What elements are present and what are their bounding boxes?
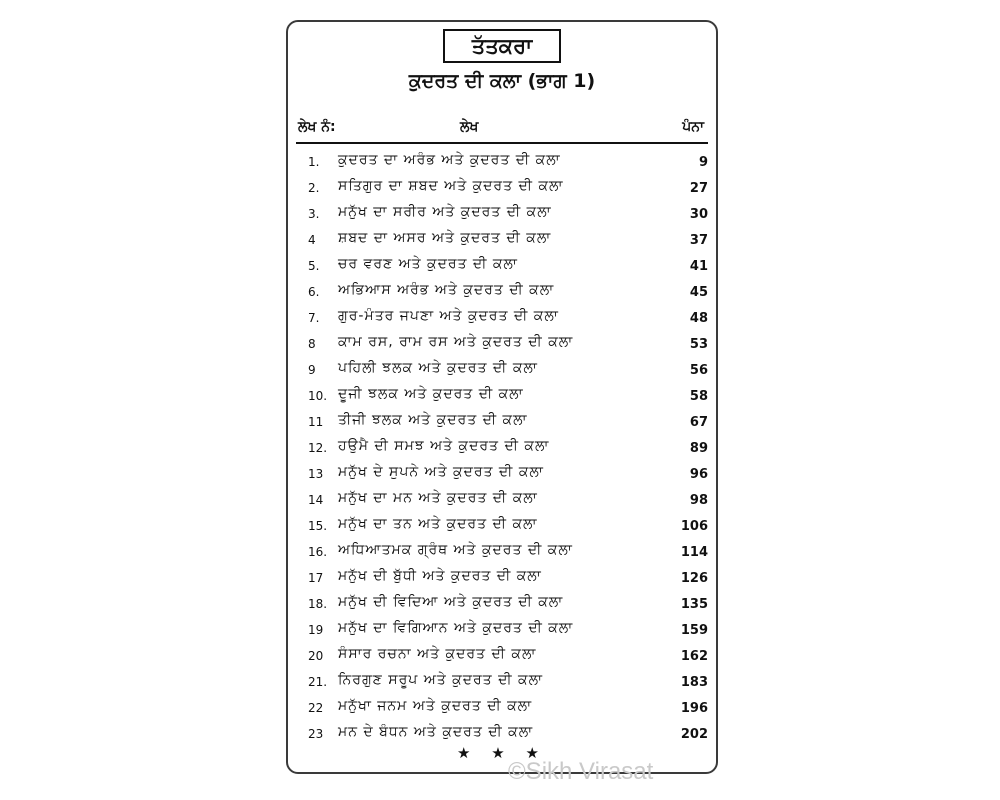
toc-entry-page: 96 xyxy=(689,467,708,482)
column-header-number: ਲੇਖ ਨੰ: xyxy=(298,119,336,135)
toc-entry-number: 1. xyxy=(308,155,320,169)
toc-entry-title: ਸਤਿਗੁਰ ਦਾ ਸ਼ਬਦ ਅਤੇ ਕੁਦਰਤ ਦੀ ਕਲਾ xyxy=(338,178,564,194)
toc-entry-page: 162 xyxy=(680,649,708,664)
toc-entry-number: 7. xyxy=(308,311,320,325)
toc-entry-page: 202 xyxy=(680,727,708,742)
toc-entry-title: ਪਹਿਲੀ ਝਲਕ ਅਤੇ ਕੁਦਰਤ ਦੀ ਕਲਾ xyxy=(338,360,538,376)
toc-entry xyxy=(288,460,716,486)
toc-entry-title: ਮਨੁੱਖ ਦਾ ਵਿਗਿਆਨ ਅਤੇ ਕੁਦਰਤ ਦੀ ਕਲਾ xyxy=(338,620,574,636)
toc-entry-title: ਮਨੁੱਖ ਦਾ ਮਨ ਅਤੇ ਕੁਦਰਤ ਦੀ ਕਲਾ xyxy=(338,490,538,506)
toc-entry-title: ਮਨੁੱਖ ਦੀ ਬੁੱਧੀ ਅਤੇ ਕੁਦਰਤ ਦੀ ਕਲਾ xyxy=(338,568,542,584)
toc-heading: ਤੱਤਕਰਾ xyxy=(471,33,533,58)
toc-entry-title: ਚਰ ਵਰਣ ਅਤੇ ਕੁਦਰਤ ਦੀ ਕਲਾ xyxy=(338,256,518,272)
toc-entry-title: ਮਨੁੱਖ ਦੀ ਵਿਦਿਆ ਅਤੇ ਕੁਦਰਤ ਦੀ ਕਲਾ xyxy=(338,594,564,610)
toc-entry-number: 19 xyxy=(308,623,324,637)
toc-entry-page: 56 xyxy=(689,363,708,378)
toc-entry xyxy=(288,226,716,252)
toc-entry-page: 48 xyxy=(689,311,708,326)
toc-entry xyxy=(288,304,716,330)
toc-entry xyxy=(288,434,716,460)
toc-entry xyxy=(288,668,716,694)
toc-entry-number: 5. xyxy=(308,259,320,273)
toc-entry xyxy=(288,616,716,642)
toc-entry-number: 21. xyxy=(308,675,328,689)
toc-entry-number: 6. xyxy=(308,285,320,299)
toc-entry-page: 45 xyxy=(689,285,708,300)
toc-entry-title: ਅਭਿਆਸ ਅਰੰਭ ਅਤੇ ਕੁਦਰਤ ਦੀ ਕਲਾ xyxy=(338,282,555,298)
toc-entry-number: 2. xyxy=(308,181,320,195)
toc-entry-title: ਮਨੁੱਖਾ ਜਨਮ ਅਤੇ ਕੁਦਰਤ ਦੀ ਕਲਾ xyxy=(338,698,533,714)
toc-entry-title: ਮਨੁੱਖ ਦਾ ਸਰੀਰ ਅਤੇ ਕੁਦਰਤ ਦੀ ਕਲਾ xyxy=(338,204,552,220)
toc-entry xyxy=(288,564,716,590)
toc-entry-title: ਗੁਰ-ਮੰਤਰ ਜਪਣਾ ਅਤੇ ਕੁਦਰਤ ਦੀ ਕਲਾ xyxy=(338,308,559,324)
toc-entry xyxy=(288,408,716,434)
toc-entry-number: 14 xyxy=(308,493,324,507)
toc-entry-page: 9 xyxy=(698,155,708,170)
toc-entry xyxy=(288,252,716,278)
toc-entry-number: 4 xyxy=(308,233,316,247)
toc-entry-number: 17 xyxy=(308,571,324,585)
toc-entry-number: 15. xyxy=(308,519,328,533)
toc-entry-number: 12. xyxy=(308,441,328,455)
end-stars: ★ ★ ★ xyxy=(457,744,547,762)
toc-entry-list xyxy=(288,148,716,746)
toc-entry-title: ਮਨੁੱਖ ਦਾ ਤਨ ਅਤੇ ਕੁਦਰਤ ਦੀ ਕਲਾ xyxy=(338,516,538,532)
toc-entry xyxy=(288,382,716,408)
toc-entry xyxy=(288,356,716,382)
toc-entry xyxy=(288,148,716,174)
toc-entry-title: ਦੂਜੀ ਝਲਕ ਅਤੇ ਕੁਦਰਤ ਦੀ ਕਲਾ xyxy=(338,386,524,402)
toc-entry xyxy=(288,200,716,226)
toc-entry-title: ਮਨੁੱਖ ਦੇ ਸੁਪਨੇ ਅਤੇ ਕੁਦਰਤ ਦੀ ਕਲਾ xyxy=(338,464,544,480)
toc-entry-title: ਹਉਮੈ ਦੀ ਸਮਝ ਅਤੇ ਕੁਦਰਤ ਦੀ ਕਲਾ xyxy=(338,438,550,454)
toc-entry-page: 89 xyxy=(689,441,708,456)
toc-entry xyxy=(288,174,716,200)
toc-entry xyxy=(288,486,716,512)
toc-entry-title: ਨਿਰਗੁਣ ਸਰੂਪ ਅਤੇ ਕੁਦਰਤ ਦੀ ਕਲਾ xyxy=(338,672,544,688)
toc-entry-number: 18. xyxy=(308,597,328,611)
toc-entry-title: ਸੰਸਾਰ ਰਚਨਾ ਅਤੇ ਕੁਦਰਤ ਦੀ ਕਲਾ xyxy=(338,646,537,662)
toc-entry-page: 53 xyxy=(689,337,708,352)
toc-entry-title: ਅਧਿਆਤਮਕ ਗ੍ਰੰਥ ਅਤੇ ਕੁਦਰਤ ਦੀ ਕਲਾ xyxy=(338,542,573,558)
toc-entry-page: 27 xyxy=(689,181,708,196)
toc-entry-page: 135 xyxy=(680,597,708,612)
column-header-title: ਲੇਖ xyxy=(460,119,479,135)
toc-entry xyxy=(288,694,716,720)
toc-entry-page: 126 xyxy=(680,571,708,586)
toc-entry-page: 98 xyxy=(689,493,708,508)
toc-entry xyxy=(288,538,716,564)
book-title: ਕੁਦਰਤ ਦੀ ਕਲਾ (ਭਾਗ 1) xyxy=(408,70,596,92)
toc-entry xyxy=(288,642,716,668)
toc-entry-number: 22 xyxy=(308,701,324,715)
toc-entry-number: 3. xyxy=(308,207,320,221)
toc-entry xyxy=(288,512,716,538)
watermark: ©Sikh Virasat xyxy=(508,758,654,785)
toc-entry-page: 67 xyxy=(689,415,708,430)
toc-page xyxy=(286,20,718,774)
toc-entry xyxy=(288,720,716,746)
toc-entry-page: 183 xyxy=(680,675,708,690)
toc-entry-page: 106 xyxy=(680,519,708,534)
toc-entry-title: ਸ਼ਬਦ ਦਾ ਅਸਰ ਅਤੇ ਕੁਦਰਤ ਦੀ ਕਲਾ xyxy=(338,230,552,246)
toc-entry-number: 13 xyxy=(308,467,324,481)
header-divider xyxy=(296,142,708,144)
column-header-page: ਪੰਨਾ xyxy=(682,119,704,135)
toc-entry-number: 8 xyxy=(308,337,316,351)
toc-entry-page: 196 xyxy=(680,701,708,716)
toc-entry-title: ਤੀਜੀ ਝਲਕ ਅਤੇ ਕੁਦਰਤ ਦੀ ਕਲਾ xyxy=(338,412,528,428)
toc-entry-title: ਕੁਦਰਤ ਦਾ ਅਰੰਭ ਅਤੇ ਕੁਦਰਤ ਦੀ ਕਲਾ xyxy=(338,152,561,168)
toc-entry-page: 114 xyxy=(680,545,708,560)
toc-entry xyxy=(288,278,716,304)
toc-heading-box xyxy=(443,29,561,63)
toc-entry-title: ਕਾਮ ਰਸ, ਰਾਮ ਰਸ ਅਤੇ ਕੁਦਰਤ ਦੀ ਕਲਾ xyxy=(338,334,574,350)
toc-entry-number: 9 xyxy=(308,363,316,377)
toc-entry-number: 20 xyxy=(308,649,324,663)
toc-entry-number: 11 xyxy=(308,415,324,429)
toc-entry xyxy=(288,590,716,616)
toc-entry-page: 30 xyxy=(689,207,708,222)
toc-entry-title: ਮਨ ਦੇ ਬੰਧਨ ਅਤੇ ਕੁਦਰਤ ਦੀ ਕਲਾ xyxy=(338,724,534,740)
toc-entry xyxy=(288,330,716,356)
toc-entry-page: 159 xyxy=(680,623,708,638)
toc-entry-page: 37 xyxy=(689,233,708,248)
toc-entry-number: 10. xyxy=(308,389,328,403)
column-header-row xyxy=(298,119,706,141)
toc-entry-number: 16. xyxy=(308,545,328,559)
toc-entry-page: 41 xyxy=(689,259,708,274)
toc-entry-number: 23 xyxy=(308,727,324,741)
toc-entry-page: 58 xyxy=(689,389,708,404)
